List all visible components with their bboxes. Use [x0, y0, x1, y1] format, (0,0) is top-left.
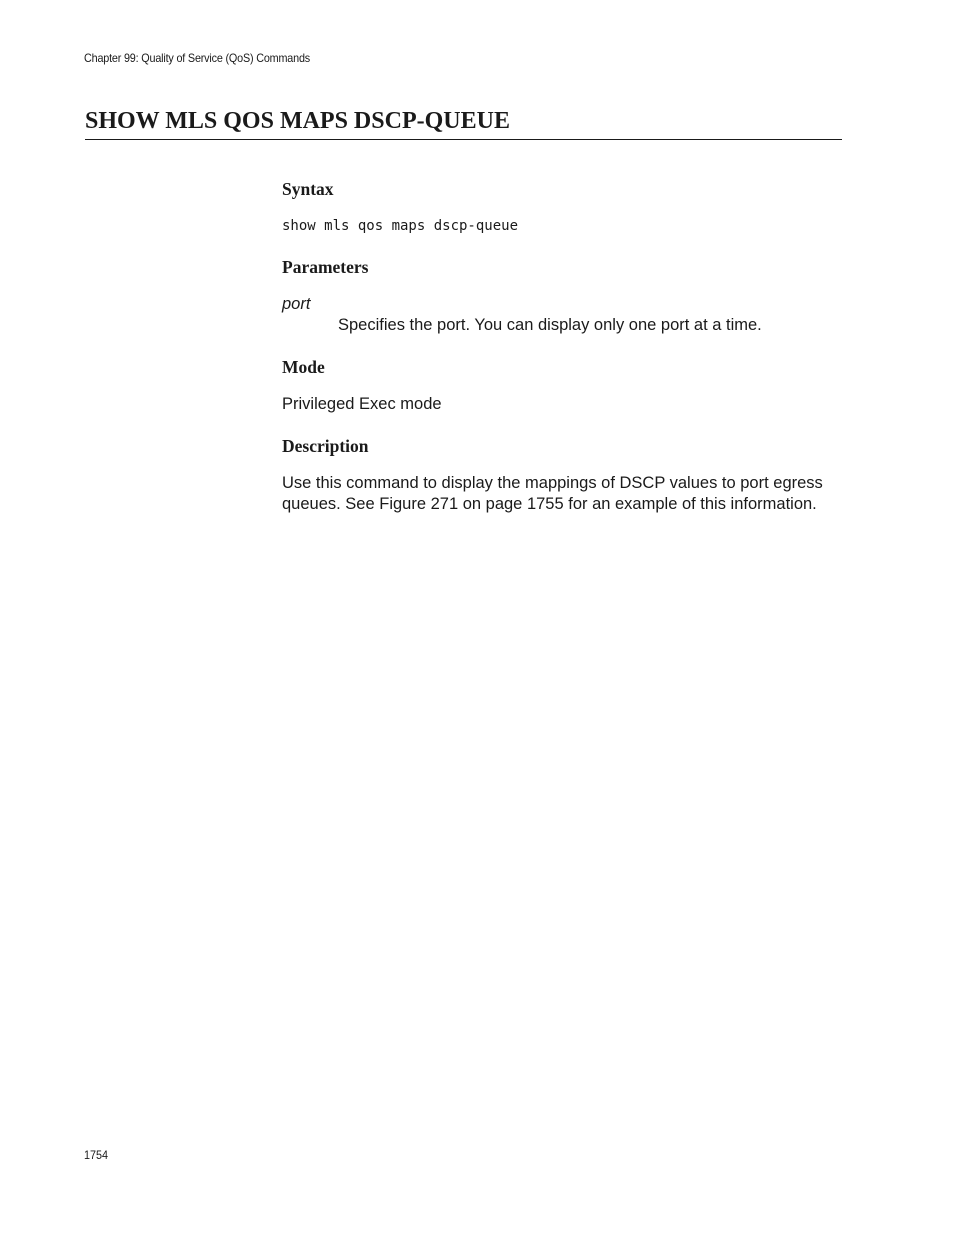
- section-gap: [282, 336, 852, 356]
- section-gap: [282, 415, 852, 435]
- syntax-heading: Syntax: [282, 179, 334, 199]
- section-gap: [282, 236, 852, 256]
- command-reference-body: [282, 178, 852, 515]
- description-heading: Description: [282, 436, 369, 456]
- description-text: Use this command to display the mappings of DSCP values to port egress queues. See Figure 271 on page 1755 for an example of this information.: [282, 474, 823, 513]
- mode-heading: Mode: [282, 357, 325, 377]
- page-title: SHOW MLS QOS MAPS DSCP-QUEUE: [85, 107, 842, 140]
- parameter-description: Specifies the port. You can display only one port at a time.: [338, 316, 762, 334]
- parameters-heading: Parameters: [282, 257, 369, 277]
- parameter-name: port: [282, 295, 311, 313]
- page-number: 1754: [84, 1148, 109, 1162]
- syntax-command: show mls qos maps dscp-queue: [282, 218, 519, 234]
- mode-text: Privileged Exec mode: [282, 395, 442, 413]
- running-header: Chapter 99: Quality of Service (QoS) Commands: [84, 51, 310, 65]
